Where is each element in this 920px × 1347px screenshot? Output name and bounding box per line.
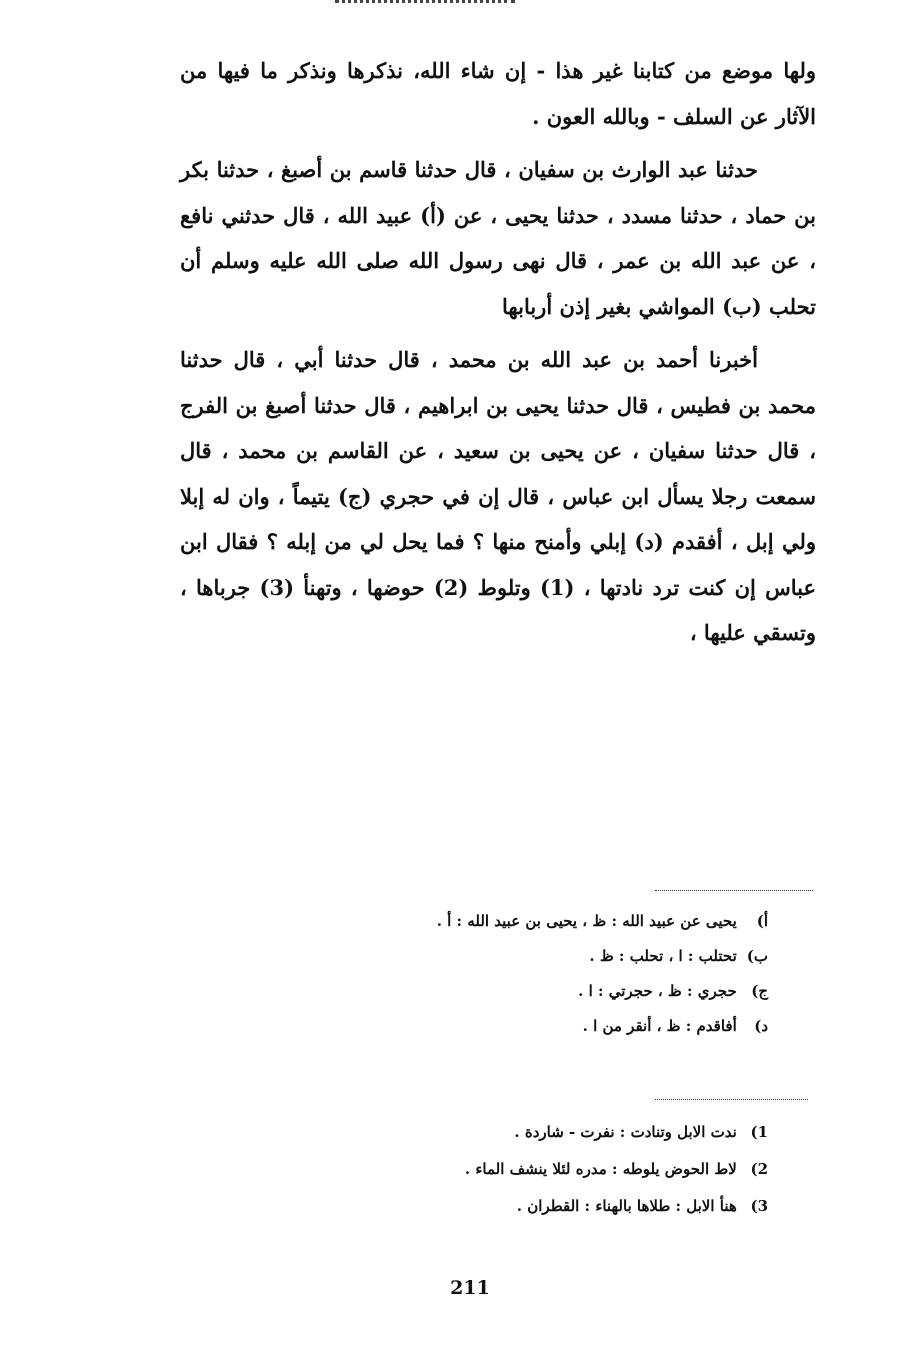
variant-note [437,939,768,974]
variant-note [437,974,768,1009]
paragraph-hadith-milking: حدثنا عبد الوارث بن سفيان ، قال حدثنا قاسم بن أصبغ ، حدثنا بكر بن حماد ، حدثنا مسدد ، حدثنا يحيى ، عن (أ) عبيد الله ، قال حدثني نافع ، عن عبد الله بن عمر ، قال نهى رسول الله صلى الله عليه وسلم أن تحلب (ب) المواشي بغير إذن أربابها [180,157,816,319]
page-number: 211 [450,1277,490,1299]
glossary-note [465,1188,768,1225]
note-marker: ب) [746,947,768,965]
note-text: هنأ الابل : طلاها بالهناء : القطران . [516,1197,737,1215]
note-marker: 2) [750,1160,768,1178]
note-text: ندت الابل وتنادت : نفرت - شاردة . [514,1123,737,1141]
glossary-notes [465,1114,768,1225]
paragraph-closing-remark: ولها موضع من كتابنا غير هذا - إن شاء الله، نذكرها ونذكر ما فيها من الآثار عن السلف - وبالله العون . [180,58,816,129]
paragraph-hadith-orphan-camels: أخبرنا أحمد بن عبد الله بن محمد ، قال حدثنا أبي ، قال حدثنا محمد بن فطيس ، قال حدثنا يحيى بن ابراهيم ، قال حدثنا أصبغ بن الفرج ، قال حدثنا سفيان ، عن يحيى بن سعيد ، عن القاسم بن محمد ، قال سمعت رجلا يسأل ابن عباس ، قال إن في حجري (ج) يتيماً ، وان له إبلا ولي إبل ، أفقدم (د) إبلي وأمنح منها ؟ فما يحل لي من إبله ؟ فقال ابن عباس إن كنت ترد نادتها ، (1) وتلوط (2) حوضها ، وتهنأ (3) جرباها ، وتسقي عليها ، [180,347,817,645]
variant-notes [437,904,768,1044]
note-text: أفاقدم : ظ ، أنقر من ا . [582,1017,737,1035]
variant-note [437,904,768,939]
note-marker: 3) [750,1197,768,1215]
top-decorative-rule [335,0,515,7]
glossary-note [465,1151,768,1188]
note-marker: ج) [751,982,768,1000]
glossary-notes-separator [655,1099,808,1100]
glossary-note [465,1114,768,1151]
note-text: يحيى عن عبيد الله : ظ ، يحيى بن عبيد الله : أ . [436,912,737,930]
note-marker: أ) [756,912,768,930]
note-text: لاط الحوض يلوطه : مدره لئلا ينشف الماء . [464,1160,737,1178]
note-marker: 1) [750,1123,768,1141]
note-marker: د) [754,1017,768,1035]
main-text [180,48,816,656]
variant-notes-separator [655,890,813,891]
variant-note [437,1009,768,1044]
note-text: حجري : ظ ، حجرتي : ا . [578,982,737,1000]
note-text: تحتلب : ا ، تحلب : ظ . [589,947,737,965]
